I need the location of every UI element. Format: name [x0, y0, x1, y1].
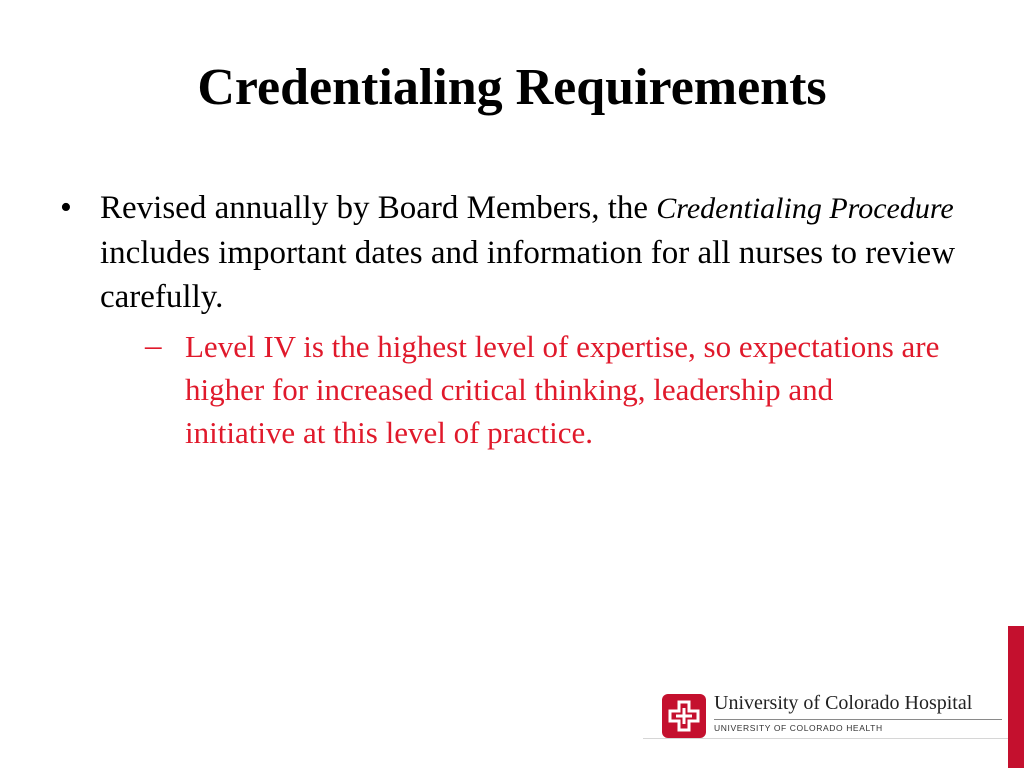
accent-bar — [1008, 626, 1024, 768]
logo-divider — [714, 719, 1002, 720]
bullet-marker: • — [60, 189, 72, 226]
cross-logo-icon — [662, 694, 706, 738]
sub-bullet-marker: – — [145, 328, 162, 364]
sub-bullet-text: Level IV is the highest level of expertise, so expectations are higher for increased critical thinking, leadership and initiative at this level of practice. — [185, 329, 940, 450]
slide-title: Credentialing Requirements — [197, 59, 827, 116]
sub-bullet-item — [145, 325, 945, 454]
footer-rule — [643, 738, 1008, 769]
hospital-logo — [662, 692, 1002, 742]
logo-subtitle: UNIVERSITY OF COLORADO HEALTH — [714, 723, 883, 733]
bullet-text-italic: Credentialing Procedure — [656, 192, 954, 225]
logo-name: University of Colorado Hospital — [714, 692, 973, 714]
bullet-text-end: includes important dates and information for all nurses to review carefully. — [100, 235, 956, 315]
bullet-text — [100, 186, 960, 319]
bullet-text-start: Revised annually by Board Members, the — [100, 190, 657, 226]
bullet-item — [60, 186, 960, 454]
bullet-list — [60, 186, 960, 454]
